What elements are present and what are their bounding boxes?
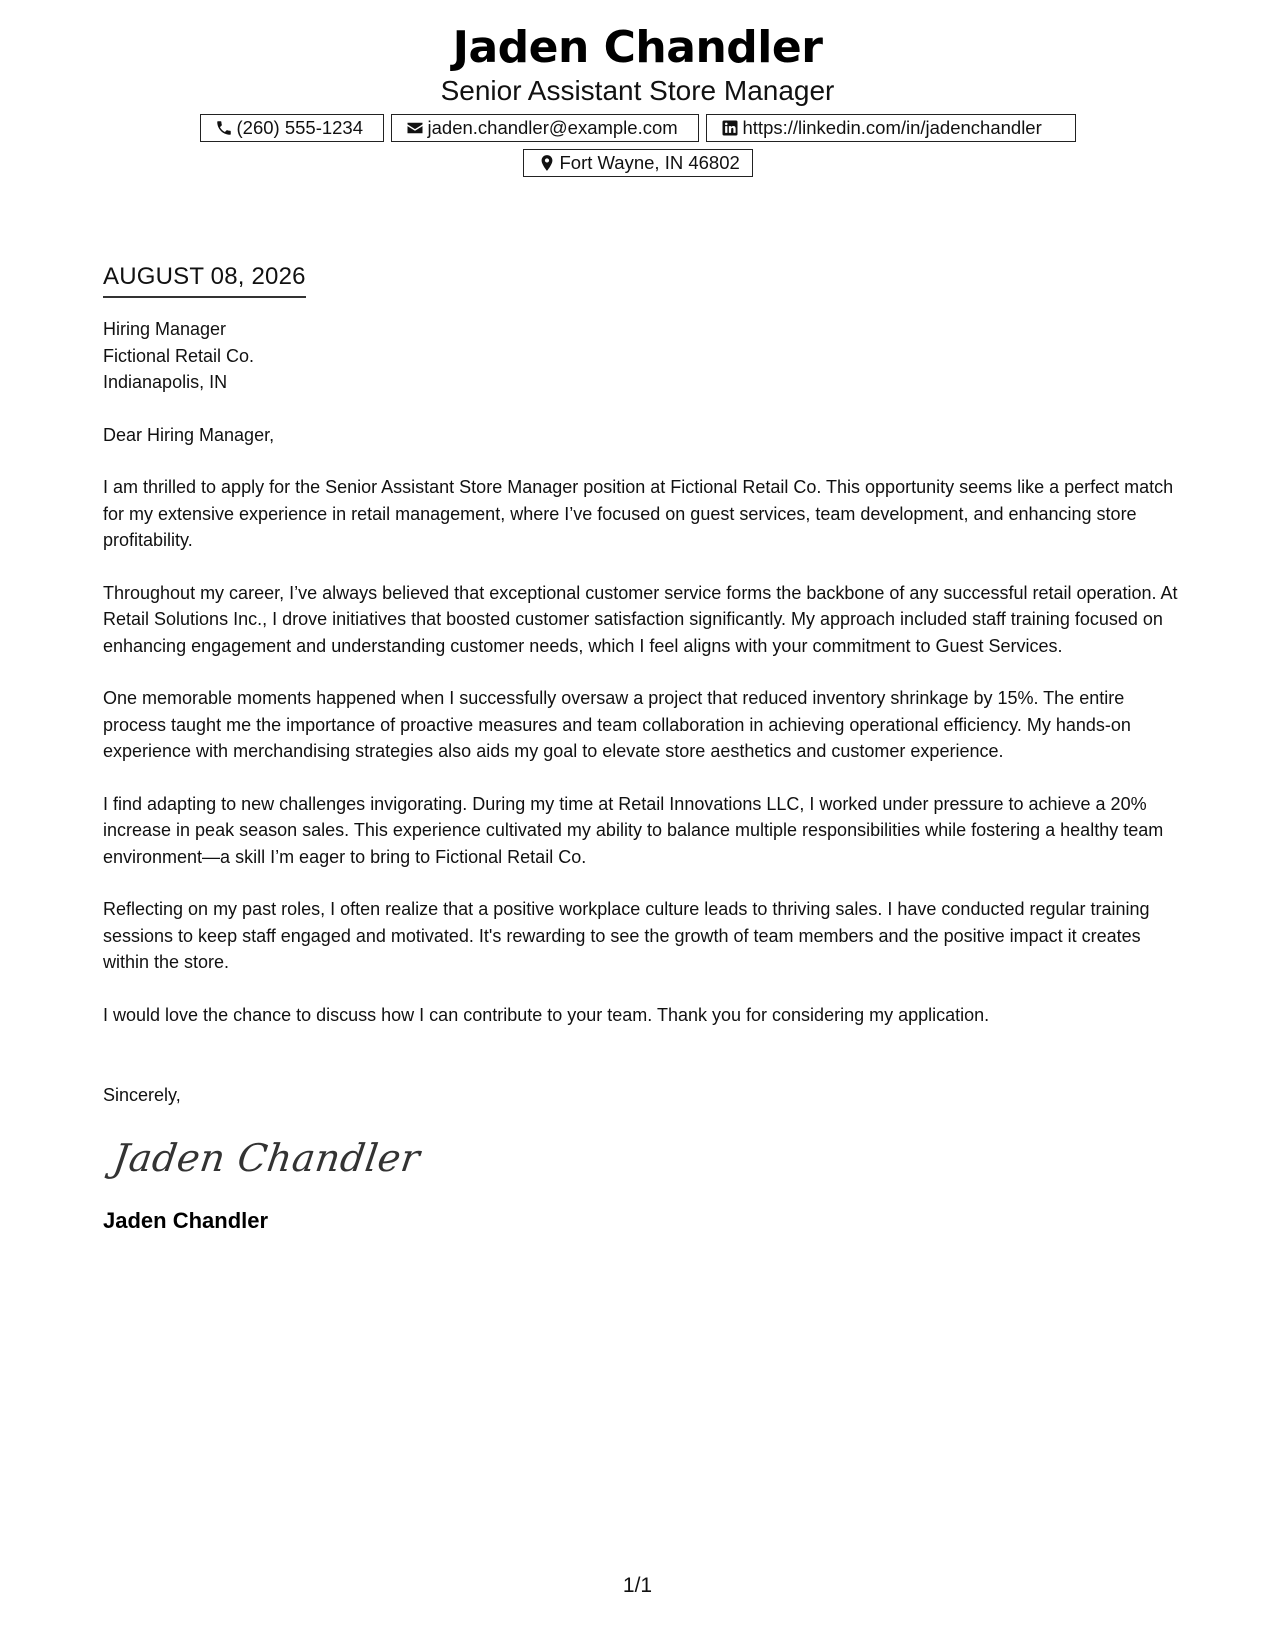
body-paragraph: Reflecting on my past roles, I often realize that a positive workplace culture leads to thriving sales. I have conducted regular training sessions to keep staff engaged and motivated. It's rewarding to see the growth of team members and the positive impact it creates within the store. <box>103 899 1150 972</box>
map-pin-icon <box>538 154 556 172</box>
contact-row <box>0 114 1275 142</box>
recipient-line: Indianapolis, IN <box>103 372 228 392</box>
letter-header <box>0 22 1275 177</box>
body-paragraph: Throughout my career, I’ve always believed that exceptional customer service forms the backbone of any successful retail operation. At Retail Solutions Inc., I drove initiatives that boosted customer satisfaction significantly. My approach included staff training focused on enhancing engagement and understanding customer needs, which I feel aligns with your commitment to Guest Services. <box>103 582 1178 656</box>
recipient-line: Fictional Retail Co. <box>103 345 255 366</box>
applicant-job-title: Senior Assistant Store Manager <box>440 75 835 106</box>
applicant-name: Jaden Chandler <box>452 22 823 73</box>
recipient-line: Hiring Manager <box>103 319 227 339</box>
body-paragraph: I am thrilled to apply for the Senior Assistant Store Manager position at Fictional Retail Co. This opportunity seems like a perfect match for my extensive experience in retail management, where I’ve focused on guest services, team development, and enhancing store profitability. <box>103 477 1174 550</box>
contact-row-location <box>0 149 1275 177</box>
linkedin-text[interactable]: https://linkedin.com/in/jadenchandler <box>742 117 1042 138</box>
page-number: 1/1 <box>622 1574 653 1597</box>
body-paragraph: I would love the chance to discuss how I can contribute to your team. Thank you for considering my application. <box>103 1004 990 1025</box>
signer-name: Jaden Chandler <box>103 1207 269 1233</box>
phone-icon <box>215 119 233 137</box>
recipient-block <box>103 316 1178 396</box>
body-paragraph: One memorable moments happened when I successfully oversaw a project that reduced inventory shrinkage by 15%. The entire process taught me the importance of proactive measures and team collaboration in achieving operational efficiency. My hands-on experience with merchandising strategies also aids my goal to elevate store aesthetics and customer experience. <box>103 688 1131 761</box>
salutation: Dear Hiring Manager, <box>103 424 275 445</box>
linkedin-icon <box>721 119 739 137</box>
contact-location <box>523 149 753 177</box>
email-text[interactable]: jaden.chandler@example.com <box>427 117 678 138</box>
contact-email[interactable] <box>391 114 699 142</box>
contact-linkedin[interactable] <box>706 114 1076 142</box>
letter-date: AUGUST 08, 2026 <box>103 262 306 298</box>
letter-body <box>103 262 1178 1235</box>
envelope-icon <box>406 119 424 137</box>
contact-phone <box>200 114 384 142</box>
location-text: Fort Wayne, IN 46802 <box>559 152 740 173</box>
body-paragraph: I find adapting to new challenges invigorating. During my time at Retail Innovations LLC, I worked under pressure to achieve a 20% increase in peak season sales. This experience cultivated my ability to balance multiple responsibilities while fostering a healthy team environment—a skill I’m eager to bring to Fictional Retail Co. <box>103 793 1164 867</box>
closing: Sincerely, <box>103 1085 181 1105</box>
handwritten-signature: Jaden Chandler <box>110 1135 423 1180</box>
phone-text: (260) 555-1234 <box>236 117 364 138</box>
